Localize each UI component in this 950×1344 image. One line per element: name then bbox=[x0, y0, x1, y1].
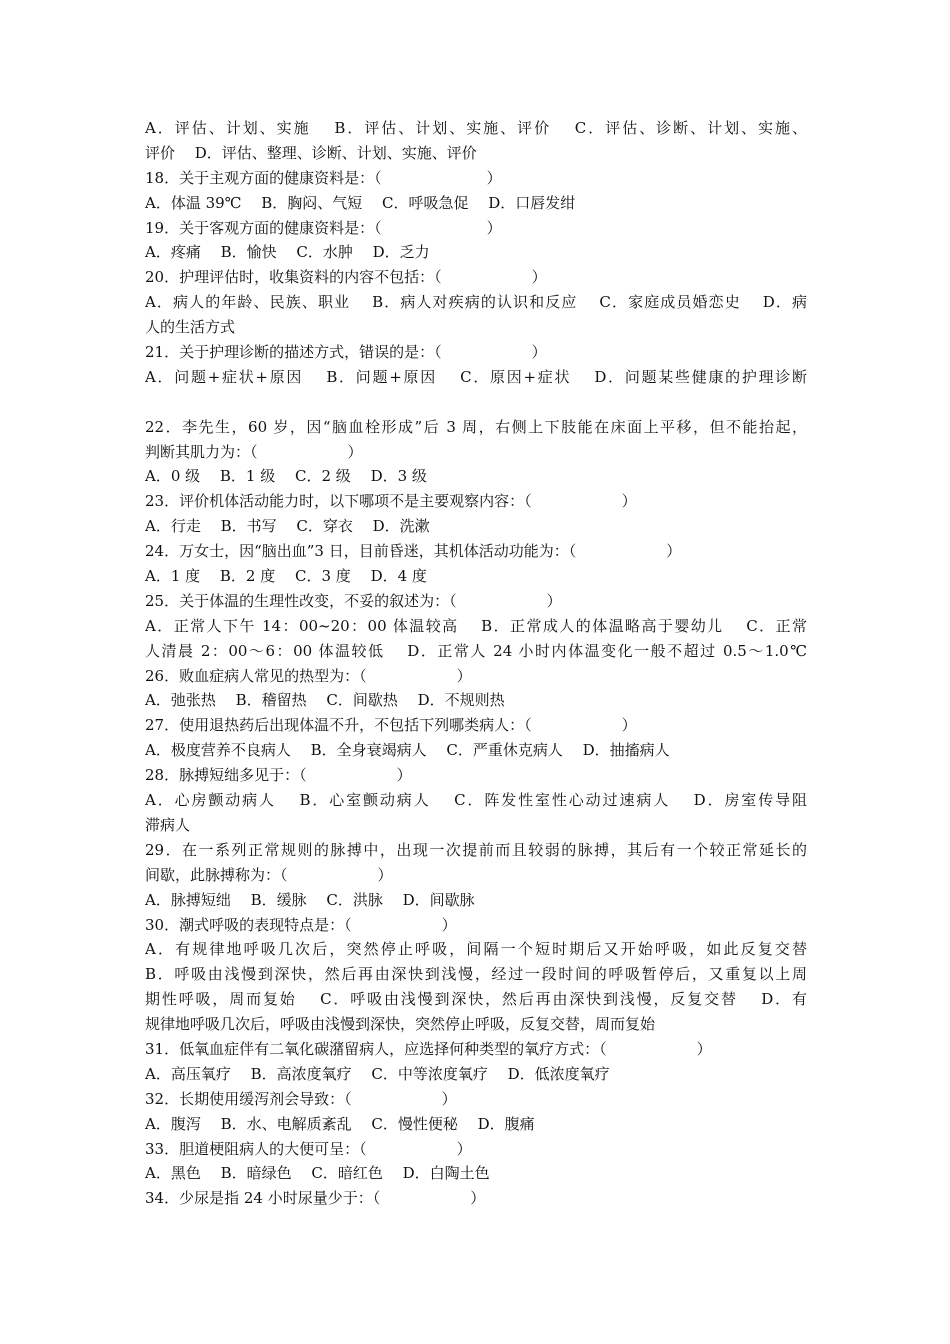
text-line: 18．关于主观方面的健康资料是：（ ） bbox=[145, 168, 502, 187]
text-line: 19．关于客观方面的健康资料是：（ ） bbox=[145, 218, 502, 237]
text-line: 34．少尿是指 24 小时尿量少于：（ ） bbox=[145, 1189, 486, 1208]
text-line: 30．潮式呼吸的表现特点是：（ ） bbox=[145, 915, 457, 934]
text-line: 23．评价机体活动能力时，以下哪项不是主要观察内容：（ ） bbox=[145, 492, 637, 511]
text-line: 滞病人 bbox=[145, 815, 191, 834]
question-text-block bbox=[145, 116, 807, 1211]
text-line: 22．李先生，60 岁，因“脑血栓形成”后 3 周，右侧上下肢能在床面上平移，但不能抬起， bbox=[145, 417, 807, 436]
text-line: 期性呼吸，周而复始 C．呼吸由浅慢到深快，然后再由深快到浅慢，反复交替 D．有 bbox=[145, 990, 807, 1009]
text-line: 评价 D．评估、整理、诊断、计划、实施、评价 bbox=[145, 143, 477, 162]
text-line: 人清晨 2：00～6：00 体温较低 D．正常人 24 小时内体温变化一般不超过 0.5～1.0℃ bbox=[145, 641, 807, 660]
text-line: A．黑色 B．暗绿色 C．暗红色 D．白陶土色 bbox=[145, 1164, 490, 1183]
text-line: 人的生活方式 bbox=[145, 318, 236, 337]
text-line: A．脉搏短绌 B．缓脉 C．洪脉 D．间歇脉 bbox=[145, 890, 475, 909]
text-line: A．行走 B．书写 C．穿衣 D．洗漱 bbox=[145, 517, 430, 536]
text-line: A．极度营养不良病人 B．全身衰竭病人 C．严重休克病人 D．抽搐病人 bbox=[145, 741, 670, 760]
text-line: A．0 级 B．1 级 C．2 级 D．3 级 bbox=[145, 467, 427, 486]
text-line: A．高压氧疗 B．高浓度氧疗 C．中等浓度氧疗 D．低浓度氧疗 bbox=[145, 1064, 610, 1083]
text-line: 25．关于体温的生理性改变，不妥的叙述为：（ ） bbox=[145, 591, 562, 610]
text-line: 32．长期使用缓泻剂会导致：（ ） bbox=[145, 1089, 457, 1108]
text-line: 24．万女士，因“脑出血”3 日，目前昏迷，其机体活动功能为：（ ） bbox=[145, 542, 682, 561]
text-line: 21．关于护理诊断的描述方式，错误的是：（ ） bbox=[145, 343, 547, 362]
text-line: A．弛张热 B．稽留热 C．间歇热 D．不规则热 bbox=[145, 691, 505, 710]
text-line: 间歇，此脉搏称为：（ ） bbox=[145, 865, 393, 884]
text-line: A．1 度 B．2 度 C．3 度 D．4 度 bbox=[145, 567, 427, 586]
text-line: A．腹泻 B．水、电解质紊乱 C．慢性便秘 D．腹痛 bbox=[145, 1114, 535, 1133]
text-line: A．正常人下午 14：00~20：00 体温较高 B．正常成人的体温略高于婴幼儿 C．正常 bbox=[145, 616, 807, 635]
text-line: 规律地呼吸几次后，呼吸由浅慢到深快，突然停止呼吸，反复交替，周而复始 bbox=[145, 1015, 656, 1034]
text-line: A．体温 39℃ B．胸闷、气短 C．呼吸急促 D．口唇发绀 bbox=[145, 193, 576, 212]
text-line: 31．低氧血症伴有二氧化碳潴留病人，应选择何种类型的氧疗方式：（ ） bbox=[145, 1039, 712, 1058]
text-line: 33．胆道梗阻病人的大便可呈：（ ） bbox=[145, 1139, 472, 1158]
text-line: 26．败血症病人常见的热型为：（ ） bbox=[145, 666, 472, 685]
text-line: 20．护理评估时，收集资料的内容不包括：（ ） bbox=[145, 268, 547, 287]
text-line: A．评估、计划、实施 B．评估、计划、实施、评价 C．评估、诊断、计划、实施、 bbox=[145, 119, 807, 137]
blank-line bbox=[145, 390, 807, 415]
text-line: A．病人的年龄、民族、职业 B．病人对疾病的认识和反应 C．家庭成员婚恋史 D．病 bbox=[145, 293, 807, 312]
text-line: A．疼痛 B．愉快 C．水肿 D．乏力 bbox=[145, 243, 430, 262]
text-line: A．有规律地呼吸几次后，突然停止呼吸，间隔一个短时期后又开始呼吸，如此反复交替 bbox=[145, 940, 807, 959]
text-line: 28．脉搏短绌多见于：（ ） bbox=[145, 766, 412, 785]
text-line: A．心房颤动病人 B．心室颤动病人 C．阵发性室性心动过速病人 D．房室传导阻 bbox=[145, 791, 807, 810]
text-line: 判断其肌力为：（ ） bbox=[145, 442, 363, 461]
text-line: 27．使用退热药后出现体温不升，不包括下列哪类病人：（ ） bbox=[145, 716, 637, 735]
text-line: A．问题+症状+原因 B．问题+原因 C．原因+症状 D．问题某些健康的护理诊断 bbox=[145, 367, 807, 386]
text-line: 29．在一系列正常规则的脉搏中，出现一次提前而且较弱的脉搏，其后有一个较正常延长的 bbox=[145, 840, 807, 859]
text-line: B．呼吸由浅慢到深快，然后再由深快到浅慢，经过一段时间的呼吸暂停后，又重复以上周 bbox=[145, 965, 807, 984]
